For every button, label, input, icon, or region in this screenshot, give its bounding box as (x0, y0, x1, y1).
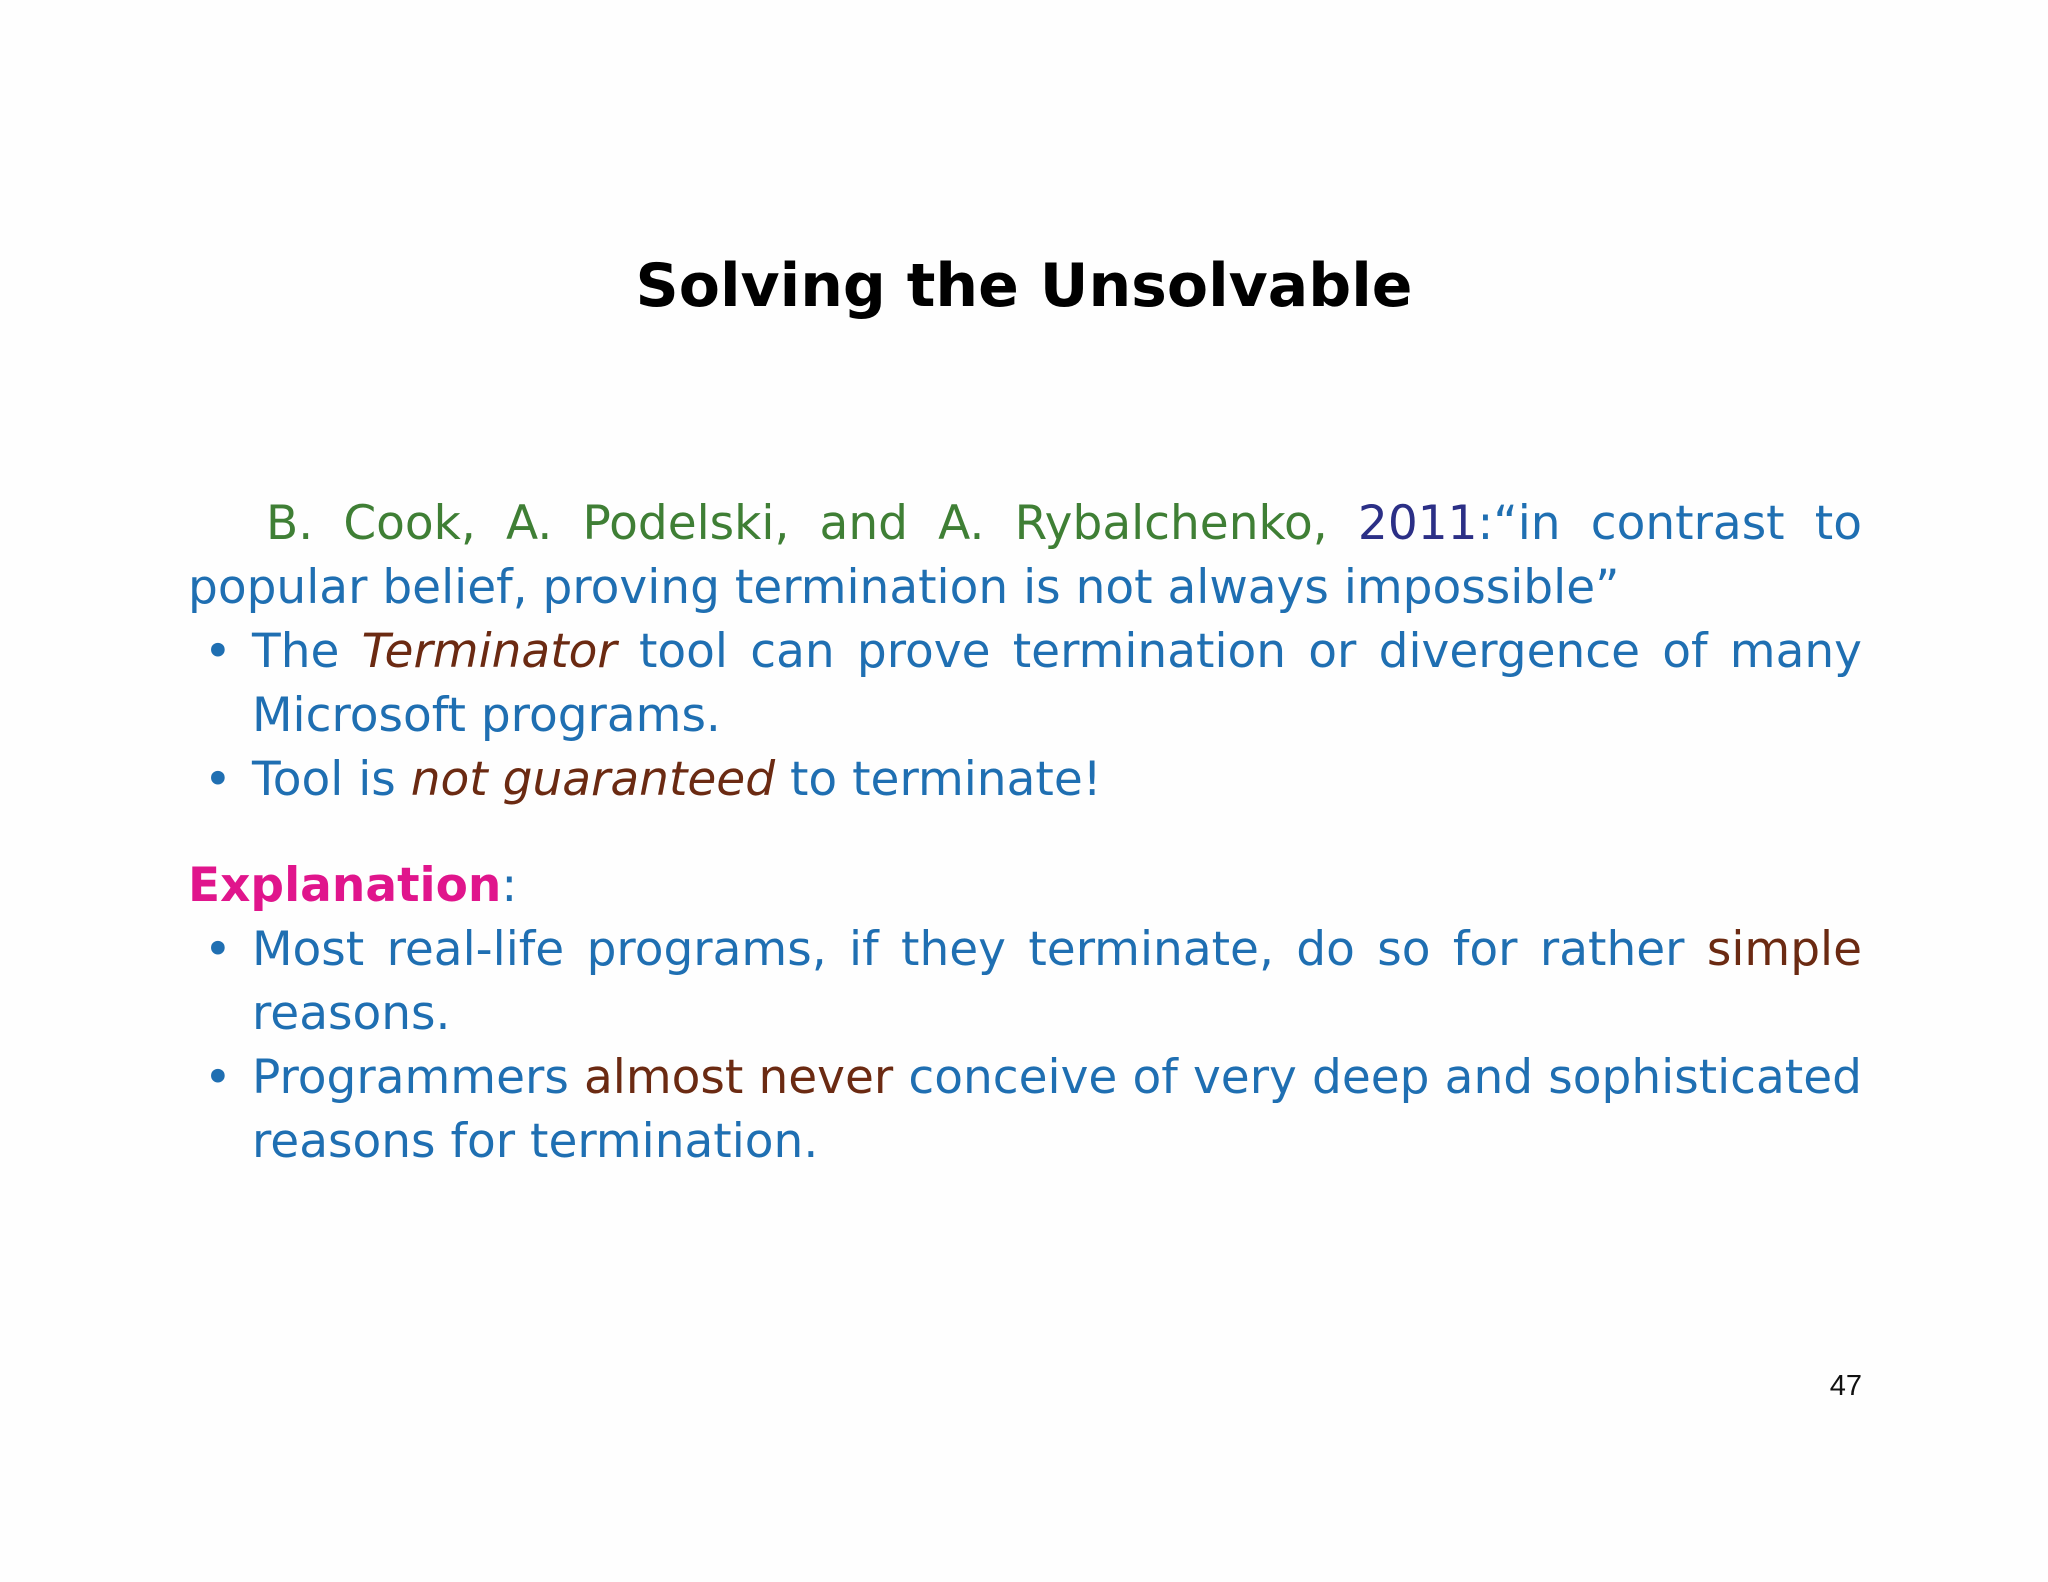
list-item (188, 620, 1862, 748)
item-emphasis: Terminator (361, 624, 617, 679)
list-item (188, 748, 1862, 812)
quote-text: “in contrast to popular belief, proving termination is not always impossible” (188, 496, 1862, 615)
item-text-after: conceive of very deep and sophisticated reasons for termination. (252, 1050, 1862, 1169)
list-item (188, 918, 1862, 1046)
explanation-label: Explanation (188, 858, 502, 913)
item-emphasis: simple (1706, 922, 1862, 977)
bullet-list-explanation (188, 918, 1862, 1174)
bullet-icon: • (204, 922, 232, 977)
item-text-before: Programmers (252, 1050, 584, 1105)
bullet-icon: • (204, 624, 232, 679)
item-emphasis: almost never (583, 1050, 894, 1105)
list-item (188, 1046, 1862, 1174)
bullet-list-terminator (188, 620, 1862, 812)
page-number: 47 (1829, 1370, 1862, 1402)
item-text-before: The (252, 624, 362, 679)
bullet-icon: • (204, 1050, 232, 1105)
explanation-colon: : (501, 858, 518, 913)
item-text-before: Most real-life programs, if they terminate, do so for rather (252, 922, 1707, 977)
item-text-before: Tool is (252, 752, 411, 807)
item-text-after: to terminate! (775, 752, 1102, 807)
item-emphasis: not guaranteed (410, 752, 776, 807)
item-text-after: tool can prove termination or divergence of many Microsoft programs. (252, 624, 1862, 743)
citation-quote (188, 492, 1862, 620)
explanation-heading (188, 854, 1862, 918)
quote-year: 2011 (1357, 496, 1478, 551)
slide-title: Solving the Unsolvable (635, 251, 1413, 321)
slide-content (188, 492, 1862, 1174)
bullet-icon: • (204, 752, 232, 807)
quote-separator: : (1477, 496, 1494, 551)
item-text-after: reasons. (252, 986, 451, 1041)
quote-authors: B. Cook, A. Podelski, and A. Rybalchenko, (266, 496, 1328, 551)
